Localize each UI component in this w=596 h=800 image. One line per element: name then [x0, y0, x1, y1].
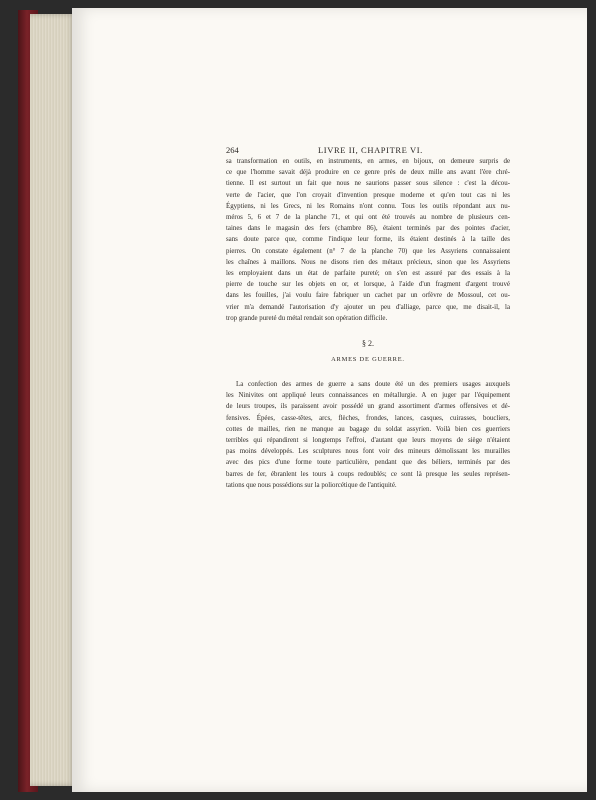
text-line: méros 5, 6 et 7 de la planche 71, et qui ont été trouvés au nombre de plusieurs cen- — [226, 214, 510, 222]
text-line: dans les fouilles, j'ai voulu faire fabriquer un cachet par un orfèvre de Mossoul, cet ou- — [226, 292, 510, 300]
text-line: sans doute parce que, comme l'indique leur forme, ils étaient destinés à la taille des — [226, 236, 510, 244]
text-line: barres de fer, ébranlent les tours à coups redoublés; ce sont là presque les seules représen- — [226, 470, 510, 478]
page-edges — [30, 14, 76, 786]
text-line: pierres. On constate également (n° 7 de la planche 70) que les Assyriens connaissaient — [226, 247, 510, 255]
text-line: verte de l'acier, que l'on croyait d'invention presque moderne et qu'en tout cas ni les — [226, 191, 510, 199]
text-line: pas moins développés. Les sculptures nous font voir des mineurs démolissant les murailles — [226, 448, 510, 456]
text-line: de leurs troupes, ils paraissent avoir possédé un grand assortiment d'armes offensives et dé- — [226, 403, 510, 411]
text-line: trop grande pureté du métal rendait son opération difficile. — [226, 314, 388, 322]
text-line: fensives. Épées, casse-têtes, arcs, flèches, frondes, lances, casques, cuirasses, boucliers, — [226, 414, 510, 422]
text-line: les employaient dans un état de parfaite pureté; on s'en est assuré par des essais à la — [226, 270, 510, 278]
text-line: les Ninivites ont appliqué leurs connaissances en métallurgie. A en juger par l'équipement — [226, 392, 510, 400]
text-line: La confection des armes de guerre a sans doute été un des premiers usages auxquels — [236, 381, 510, 388]
text-line: pierre de touche sur les objets en or, et lorsque, à l'aide d'un fragment d'argent trouvé — [226, 281, 510, 289]
text-line: tienne. Il est surtout un fait que nous ne saurions passer sous silence : c'est la décou- — [226, 180, 510, 188]
text-line: sa transformation en outils, en instruments, en armes, en bijoux, on demeure surpris de — [226, 158, 510, 165]
section-title: ARMES DE GUERRE. — [331, 356, 405, 363]
text-line: cottes de mailles, rien ne manque au bagage du soldat assyrien. Voilà bien ces guerriers — [226, 425, 510, 433]
text-line: vrier m'a demandé l'autorisation d'y ajouter un peu d'alliage, parce que, me disait-il, la — [226, 303, 510, 311]
text-line: tations que nous possédions sur la poliorcétique de l'antiquité. — [226, 481, 397, 489]
text-line: les chaînes à maillons. Nous ne disons rien des métaux précieux, sinon que les Assyriens — [226, 258, 510, 266]
section-number: § 2. — [362, 339, 374, 348]
paragraph-metallurgy — [226, 156, 510, 324]
page-number: 264 — [226, 145, 239, 155]
text-line: taines dans le magasin des fers (chambre 86), étaient terminés par des pointes d'acier, — [226, 225, 510, 233]
text-line: ce que l'homme savait déjà produire en ce genre près de deux mille ans avant l'ère chré- — [226, 169, 510, 177]
running-title: LIVRE II, CHAPITRE VI. — [318, 145, 423, 155]
paragraph-weapons — [226, 379, 510, 491]
text-line: avec des pics d'une forme toute particulière, pendant que des béliers, terminés par des — [226, 459, 510, 467]
text-line: Égyptiens, ni les Grecs, ni les Romains n'ont connu. Tous les outils répondant aux nu- — [226, 202, 510, 210]
text-line: terribles qui répandirent si longtemps l'effroi, d'autant que leurs moyens de siège n'étaient — [226, 437, 510, 445]
